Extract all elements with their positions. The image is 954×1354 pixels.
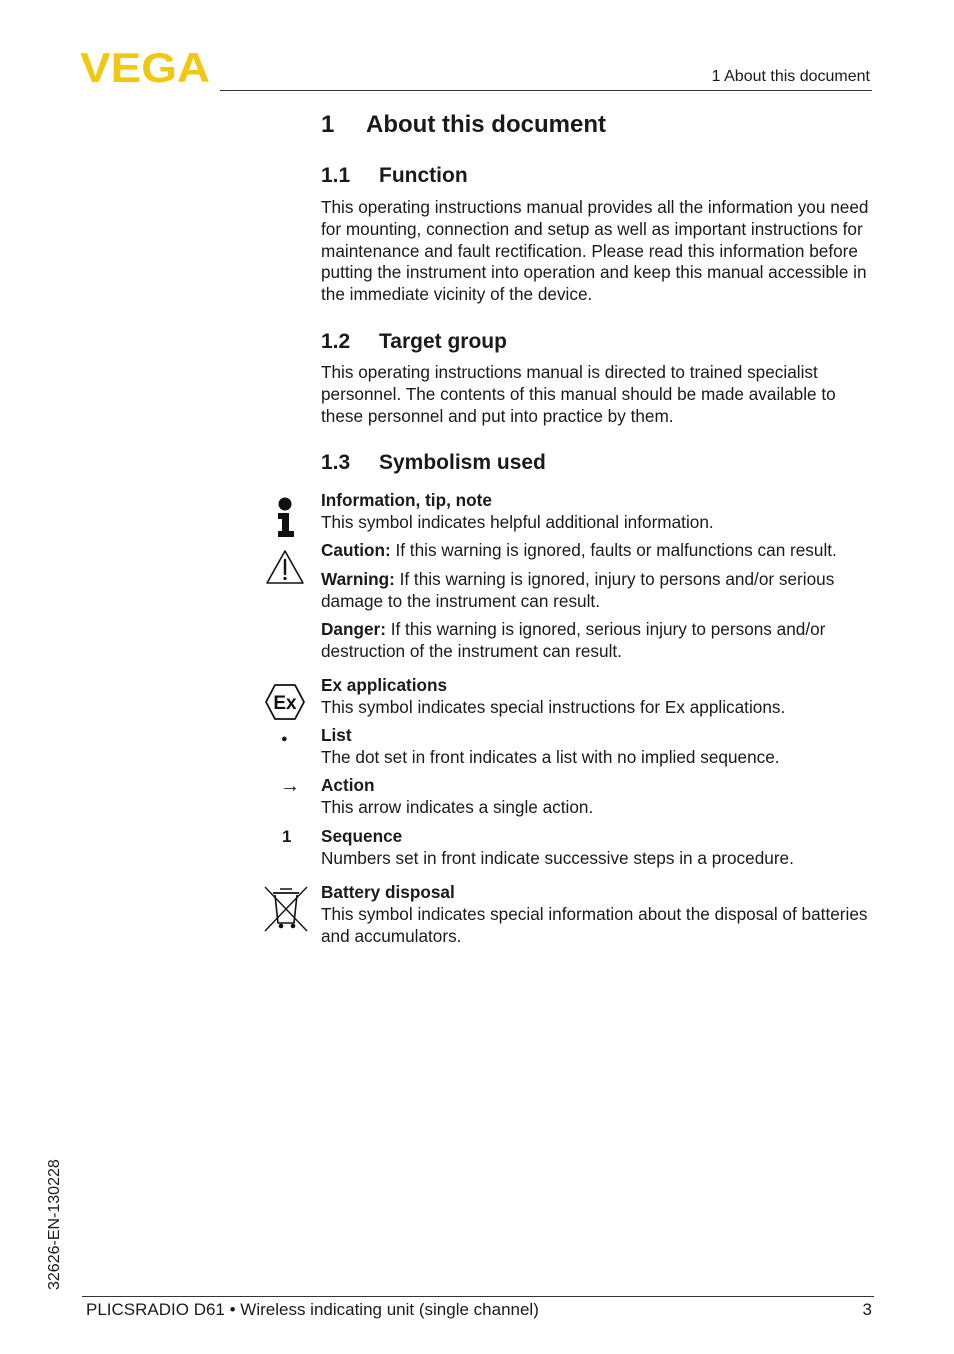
target-group-paragraph: This operating instructions manual is directed to trained specialist personnel. The contents of this manual should be made available to these personnel and put into practice by them. — [321, 362, 836, 426]
list-entry — [321, 725, 874, 769]
ex-entry — [321, 675, 874, 719]
footer-product: PLICSRADIO D61 • Wireless indicating unit (single channel) — [86, 1300, 539, 1319]
crossed-bin-icon — [263, 885, 309, 933]
ex-text: This symbol indicates special instructions for Ex applications. — [321, 696, 786, 717]
info-entry — [321, 490, 874, 534]
sequence-text: Numbers set in front indicate successive steps in a procedure. — [321, 847, 794, 868]
action-text: This arrow indicates a single action. — [321, 796, 594, 817]
sequence-marker: 1 — [282, 827, 292, 846]
document-number: 32626-EN-130228 — [46, 1159, 63, 1290]
chapter-heading: 1 About this document — [321, 111, 606, 138]
function-paragraph: This operating instructions manual provides all the information you need for mounting, connection and setup as well as important instructions for maintenance and fault rectification. Please read this information before putting the instrument into operation and keep this manual accessible in the immediate vicinity of the device. — [321, 197, 869, 305]
vega-logo — [80, 50, 212, 84]
list-title: List — [321, 725, 352, 745]
header-rule — [220, 90, 872, 91]
action-title: Action — [321, 775, 375, 795]
battery-text: This symbol indicates special information about the disposal of batteries and accumulators. — [321, 903, 868, 946]
section-heading-function: 1.1 Function — [321, 164, 468, 187]
bullet-marker: ● — [281, 733, 288, 745]
page-number: 3 — [862, 1300, 872, 1319]
warning-triangle-icon — [265, 548, 305, 586]
svg-text:VEGA: VEGA — [80, 50, 210, 84]
footer-rule — [82, 1296, 874, 1297]
battery-title: Battery disposal — [321, 882, 455, 902]
running-header: 1 About this document — [711, 68, 870, 85]
action-entry — [321, 775, 874, 819]
ex-icon — [264, 683, 306, 721]
info-icon — [275, 496, 297, 538]
arrow-marker: → — [280, 775, 300, 797]
danger-entry: Danger: If this warning is ignored, serious injury to persons and/or destruction of the instrument can result. — [321, 619, 826, 661]
list-text: The dot set in front indicates a list with no implied sequence. — [321, 746, 780, 767]
section-heading-symbolism: 1.3 Symbolism used — [321, 451, 546, 474]
warning-entry: Warning: If this warning is ignored, injury to persons and/or serious damage to the instrument can result. — [321, 569, 835, 611]
sequence-entry — [321, 826, 874, 870]
sequence-title: Sequence — [321, 826, 403, 846]
ex-title: Ex applications — [321, 675, 448, 695]
battery-entry — [321, 882, 874, 947]
info-text: This symbol indicates helpful additional information. — [321, 511, 714, 532]
caution-entry: Caution: If this warning is ignored, faults or malfunctions can result. — [321, 540, 837, 560]
section-heading-target-group: 1.2 Target group — [321, 330, 507, 353]
svg-text:Ex: Ex — [273, 693, 297, 714]
info-title: Information, tip, note — [321, 490, 492, 510]
